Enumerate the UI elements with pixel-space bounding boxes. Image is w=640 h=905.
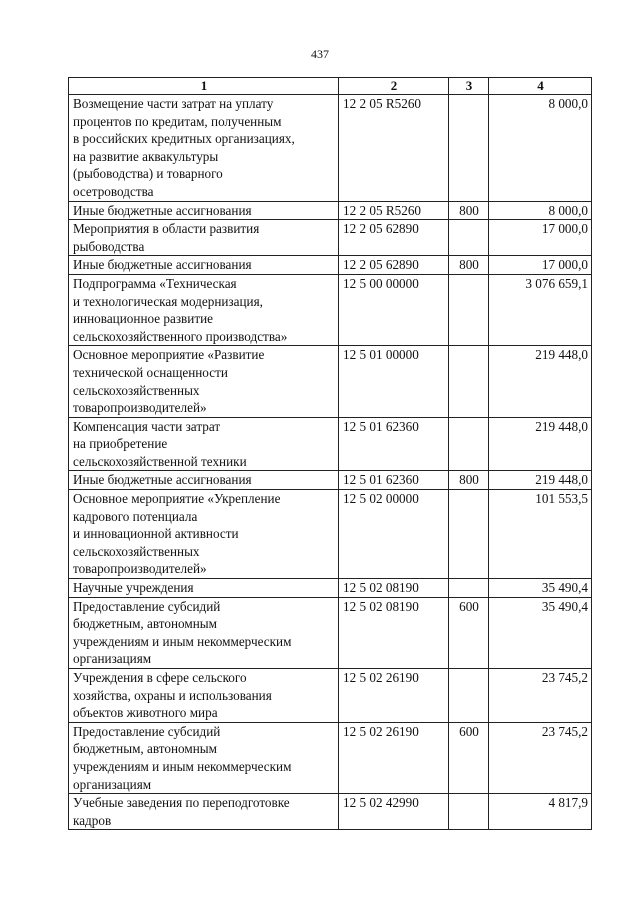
row-code-cell: 12 5 02 26190 — [339, 669, 449, 723]
row-code-cell: 12 2 05 R5260 — [339, 95, 449, 202]
table-row — [69, 346, 592, 417]
row-code-cell: 12 2 05 62890 — [339, 220, 449, 256]
row-name-cell: Подпрограмма «Техническая и технологическая модернизация, инновационное развитие сельскохозяйственного производства» — [69, 274, 339, 345]
table-row — [69, 490, 592, 579]
row-kind-cell — [449, 417, 489, 471]
row-name-cell: Компенсация части затрат на приобретение сельскохозяйственной техники — [69, 417, 339, 471]
row-kind-cell: 800 — [449, 201, 489, 220]
row-kind-cell: 800 — [449, 256, 489, 275]
table-row — [69, 722, 592, 793]
header-name-column: 1 — [69, 78, 339, 95]
row-code-cell: 12 5 02 00000 — [339, 490, 449, 579]
row-name-cell: Иные бюджетные ассигнования — [69, 201, 339, 220]
row-sum-cell: 35 490,4 — [489, 579, 592, 598]
budget-table — [68, 77, 592, 830]
row-name-cell: Предоставление субсидий бюджетным, автономным учреждениям и иным некоммерческим организациям — [69, 722, 339, 793]
table-row — [69, 274, 592, 345]
row-name-cell: Иные бюджетные ассигнования — [69, 471, 339, 490]
row-kind-cell: 600 — [449, 597, 489, 668]
row-kind-cell: 800 — [449, 471, 489, 490]
table-row — [69, 256, 592, 275]
row-name-cell: Научные учреждения — [69, 579, 339, 598]
row-kind-cell — [449, 669, 489, 723]
table-row — [69, 471, 592, 490]
row-code-cell: 12 5 02 08190 — [339, 579, 449, 598]
table-row — [69, 597, 592, 668]
row-name-cell: Предоставление субсидий бюджетным, автономным учреждениям и иным некоммерческим организациям — [69, 597, 339, 668]
row-name-cell: Иные бюджетные ассигнования — [69, 256, 339, 275]
row-code-cell: 12 5 01 62360 — [339, 471, 449, 490]
header-sum-column: 4 — [489, 78, 592, 95]
row-sum-cell: 8 000,0 — [489, 201, 592, 220]
row-kind-cell — [449, 95, 489, 202]
row-sum-cell: 23 745,2 — [489, 669, 592, 723]
row-code-cell: 12 2 05 R5260 — [339, 201, 449, 220]
row-code-cell: 12 5 01 00000 — [339, 346, 449, 417]
table-row — [69, 794, 592, 830]
row-name-cell: Учебные заведения по переподготовке кадров — [69, 794, 339, 830]
row-sum-cell: 35 490,4 — [489, 597, 592, 668]
row-name-cell: Основное мероприятие «Укрепление кадрового потенциала и инновационной активности сельскохозяйственных товаропроизводителей» — [69, 490, 339, 579]
table-row — [69, 95, 592, 202]
row-sum-cell: 101 553,5 — [489, 490, 592, 579]
header-code-column: 2 — [339, 78, 449, 95]
table-row — [69, 220, 592, 256]
table-row — [69, 579, 592, 598]
row-sum-cell: 23 745,2 — [489, 722, 592, 793]
table-header-row — [69, 78, 592, 95]
row-kind-cell — [449, 346, 489, 417]
table-row — [69, 417, 592, 471]
header-kind-column: 3 — [449, 78, 489, 95]
row-code-cell: 12 5 00 00000 — [339, 274, 449, 345]
row-sum-cell: 3 076 659,1 — [489, 274, 592, 345]
row-kind-cell — [449, 794, 489, 830]
row-kind-cell — [449, 220, 489, 256]
row-name-cell: Мероприятия в области развития рыбоводства — [69, 220, 339, 256]
row-code-cell: 12 5 02 08190 — [339, 597, 449, 668]
row-name-cell: Возмещение части затрат на уплату процентов по кредитам, полученным в российских кредитных организациях, на развитие аквакультуры (рыбоводства) и товарного осетроводства — [69, 95, 339, 202]
row-kind-cell — [449, 579, 489, 598]
row-sum-cell: 17 000,0 — [489, 256, 592, 275]
table-row — [69, 201, 592, 220]
row-sum-cell: 219 448,0 — [489, 471, 592, 490]
row-kind-cell: 600 — [449, 722, 489, 793]
row-kind-cell — [449, 490, 489, 579]
row-code-cell: 12 5 01 62360 — [339, 417, 449, 471]
row-kind-cell — [449, 274, 489, 345]
row-code-cell: 12 2 05 62890 — [339, 256, 449, 275]
row-name-cell: Основное мероприятие «Развитие технической оснащенности сельскохозяйственных товаропроизводителей» — [69, 346, 339, 417]
row-code-cell: 12 5 02 42990 — [339, 794, 449, 830]
table-row — [69, 669, 592, 723]
row-sum-cell: 4 817,9 — [489, 794, 592, 830]
row-sum-cell: 219 448,0 — [489, 417, 592, 471]
page-number: 437 — [311, 47, 329, 61]
row-sum-cell: 8 000,0 — [489, 95, 592, 202]
row-code-cell: 12 5 02 26190 — [339, 722, 449, 793]
row-sum-cell: 219 448,0 — [489, 346, 592, 417]
row-name-cell: Учреждения в сфере сельского хозяйства, охраны и использования объектов животного мира — [69, 669, 339, 723]
row-sum-cell: 17 000,0 — [489, 220, 592, 256]
